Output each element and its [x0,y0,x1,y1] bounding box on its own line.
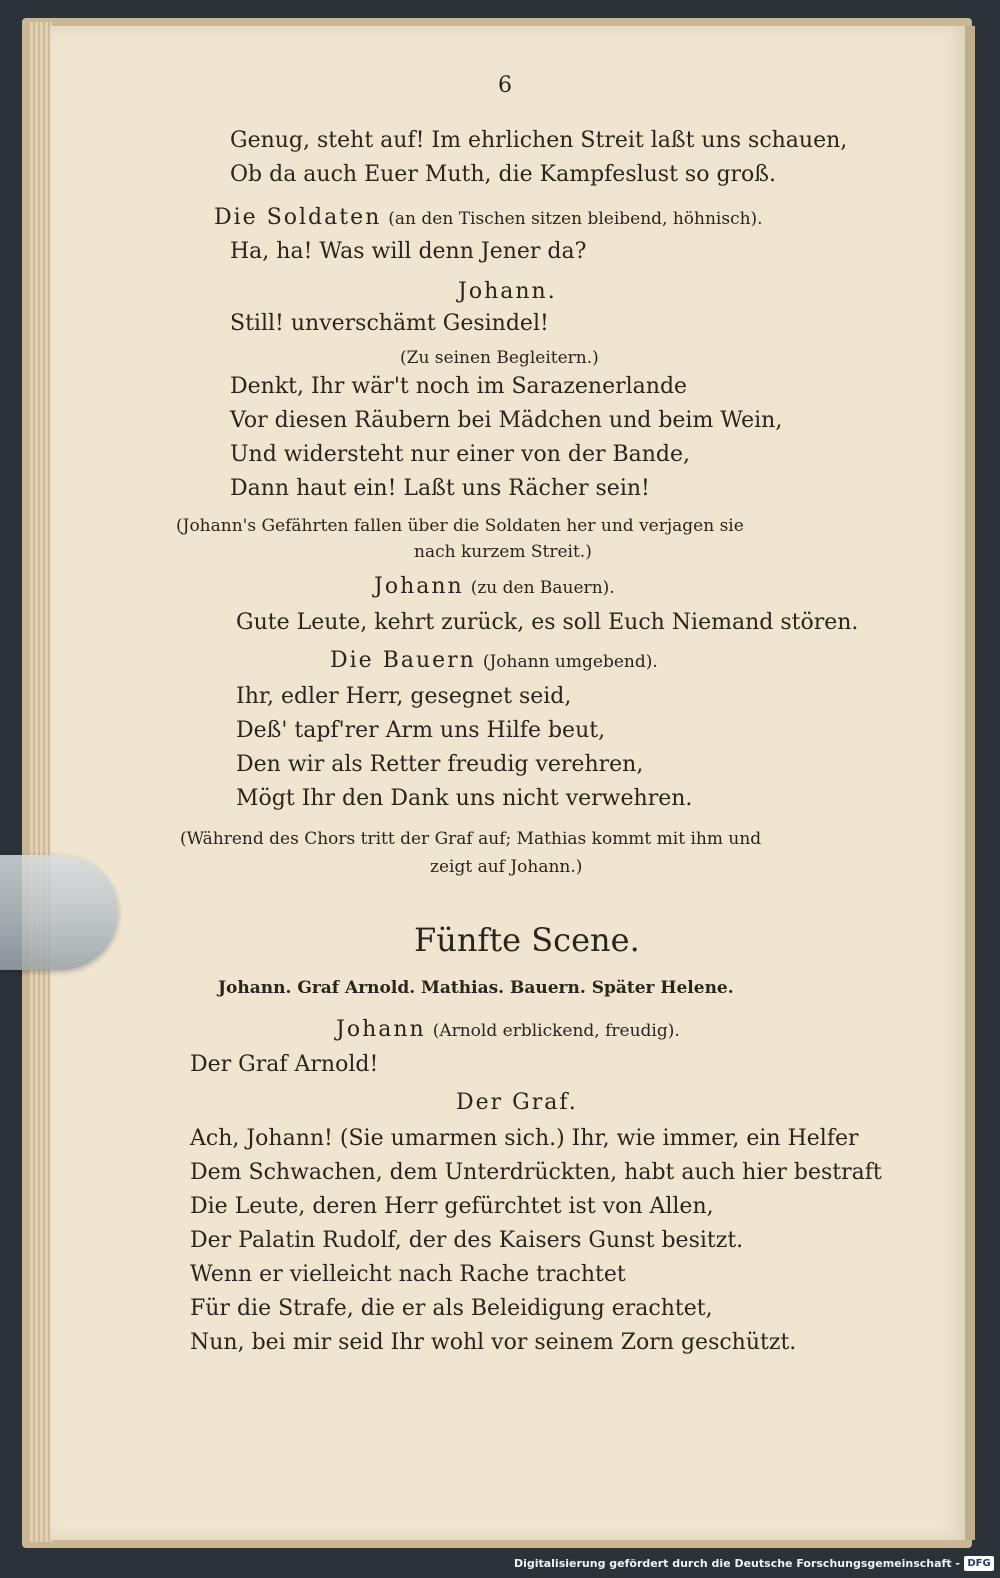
speaker-name: Die Soldaten [214,205,382,230]
stage-direction: (Während des Chors tritt der Graf auf; Mathias kommt mit ihm und [180,829,762,849]
verse-line: Und widersteht nur einer von der Bande, [230,442,691,467]
page-clip [0,855,118,970]
stage-direction: nach kurzem Streit.) [414,542,592,562]
verse-line: Still! unverschämt Gesindel! [230,311,549,336]
verse-line: Denkt, Ihr wär't noch im Sarazenerlande [230,374,688,399]
stage-direction: (zu den Bauern). [470,578,615,598]
verse-line: Die Leute, deren Herr gefürchtet ist von Allen, [190,1194,714,1219]
scene-heading: Fünfte Scene. [414,921,640,959]
cast-list: Johann. Graf Arnold. Mathias. Bauern. Später Helene. [218,978,734,998]
footer-credit: Digitalisierung gefördert durch die Deutsche Forschungsgemeinschaft - [513,1557,960,1570]
verse-line: Deß' tapf'rer Arm uns Hilfe beut, [236,718,606,743]
speaker-name: Johann [336,1017,426,1042]
verse-line: Der Palatin Rudolf, der des Kaisers Gunst besitzt. [190,1228,744,1253]
speaker-line [336,1017,680,1044]
verse-line: Mögt Ihr den Dank uns nicht verwehren. [236,786,693,811]
speaker-line [374,574,615,601]
verse-line: Ob da auch Euer Muth, die Kampfeslust so groß. [230,162,776,187]
speaker-name: Der Graf. [456,1090,578,1115]
verse-line: Den wir als Retter freudig verehren, [236,752,644,777]
stage-direction: (Johann umgebend). [482,652,658,672]
stage-direction: (Zu seinen Begleitern.) [400,348,599,368]
stage-direction: (Johann's Gefährten fallen über die Soldaten her und verjagen sie [176,516,744,536]
verse-line: Gute Leute, kehrt zurück, es soll Euch Niemand stören. [236,610,859,635]
speaker-name: Johann [374,574,464,599]
speaker-line [456,1090,578,1117]
speaker-line [458,279,557,306]
stage-direction: (an den Tischen sitzen bleibend, höhnisch). [388,209,763,229]
verse-line: Für die Strafe, die er als Beleidigung erachtet, [190,1296,713,1321]
speaker-line [214,205,763,232]
verse-line: Der Graf Arnold! [190,1052,379,1077]
stage-direction: (Arnold erblickend, freudig). [432,1021,680,1041]
stage-direction: zeigt auf Johann.) [430,857,583,877]
verse-line: Ach, Johann! (Sie umarmen sich.) Ihr, wie immer, ein Helfer [190,1126,859,1151]
verse-line: Wenn er vielleicht nach Rache trachtet [190,1262,626,1287]
page-gutter [965,26,975,1540]
page-number: 6 [498,73,512,98]
verse-line: Vor diesen Räubern bei Mädchen und beim Wein, [230,408,783,433]
dfg-logo-icon: DFG [964,1556,994,1571]
verse-line: Dann haut ein! Laßt uns Rächer sein! [230,476,650,501]
verse-line: Dem Schwachen, dem Unterdrückten, habt auch hier bestraft [190,1160,882,1185]
verse-line: Ihr, edler Herr, gesegnet seid, [236,684,572,709]
verse-line: Nun, bei mir seid Ihr wohl vor seinem Zorn geschützt. [190,1330,797,1355]
verse-line: Ha, ha! Was will denn Jener da? [230,239,587,264]
speaker-name: Die Bauern [330,648,476,673]
speaker-line [330,648,658,675]
verse-line: Genug, steht auf! Im ehrlichen Streit laßt uns schauen, [230,128,848,153]
page-edges [30,22,52,1542]
speaker-name: Johann. [458,279,557,304]
